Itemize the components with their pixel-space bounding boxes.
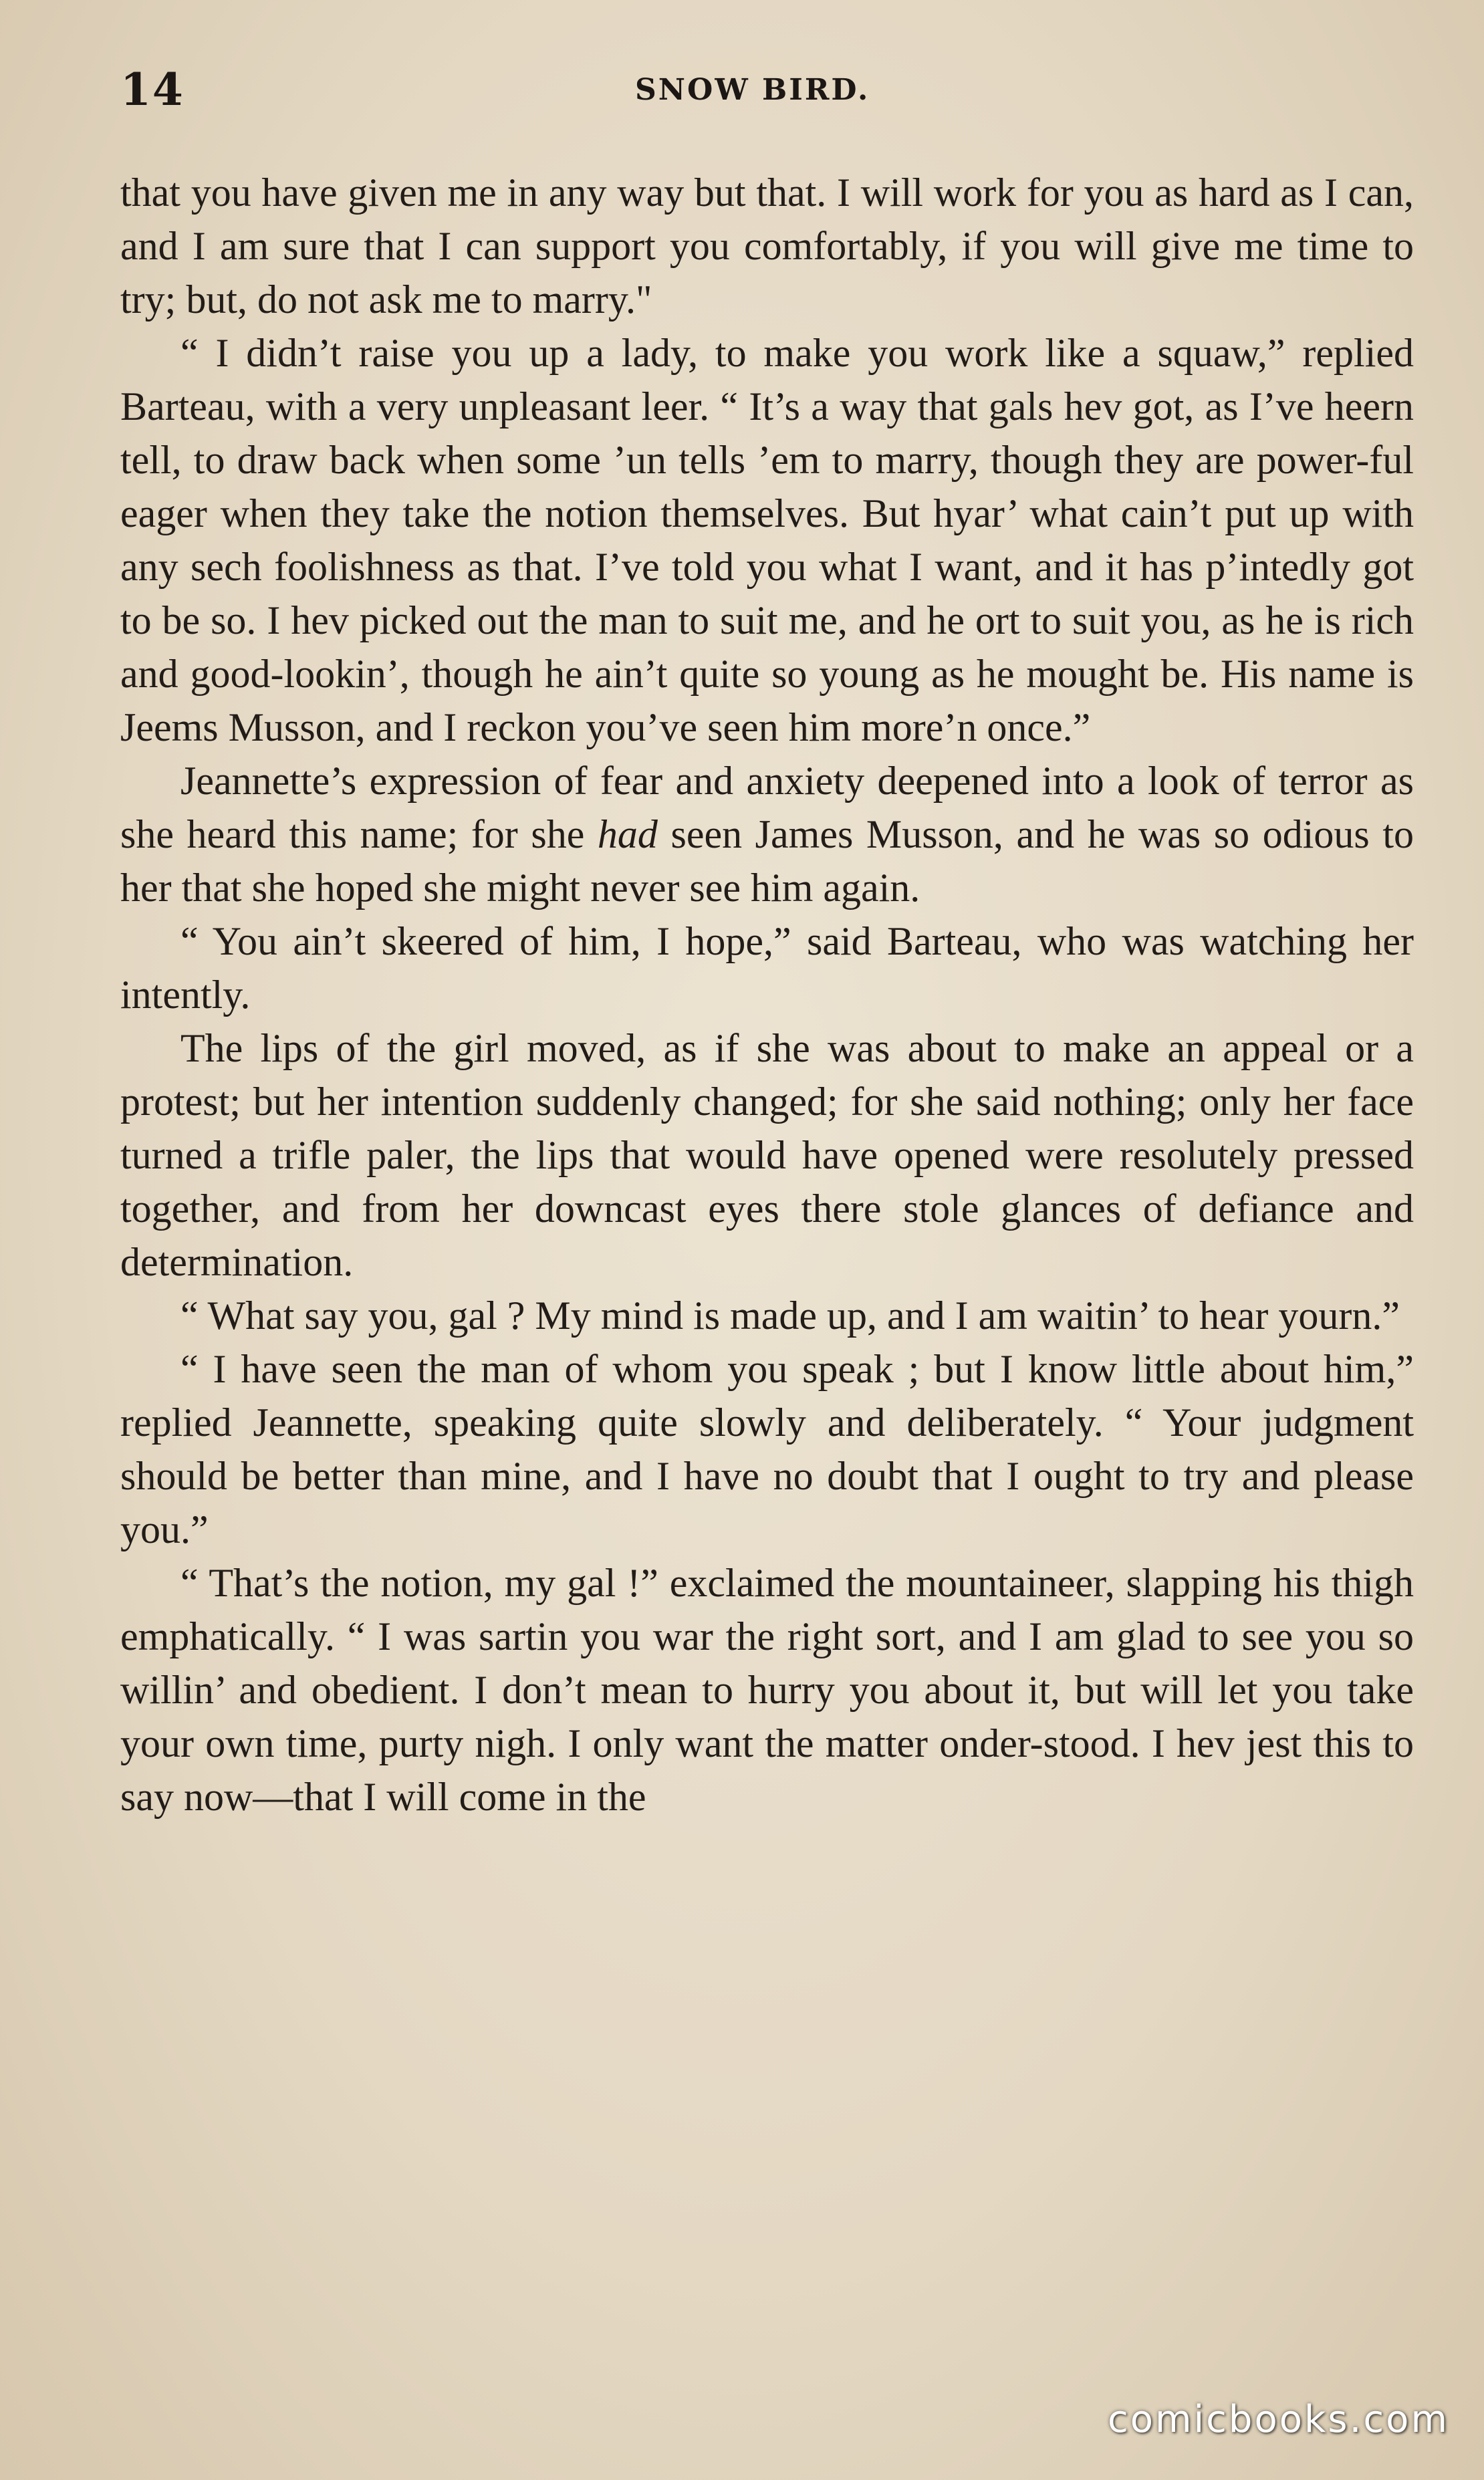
paragraph-5: The lips of the girl moved, as if she was about to make an appeal or a protest; but her intention suddenly changed; for she said nothing; only her face turned a trifle paler, the lips that would have opened were resolutely pressed together, and from her downcast eyes there stole glances of defiance and determination. [120,1026,1414,1284]
site-watermark: comicbooks.com [1107,2398,1449,2441]
paragraph-2: “ I didn’t raise you up a lady, to make you work like a squaw,” replied Barteau, with a very unpleasant leer. “ It’s a way that gals hev got, as I’ve heern tell, to draw back when some ’un tells ’em to marry, though they are power-ful eager when they take the notion themselves. But hyar’ what cain’t put up with any sech foolishness as that. I’ve told you what I want, and it has p’intedly got to be so. I hev picked out the man to suit me, and he ort to suit you, as he is rich and good-lookin’, though he ain’t quite so young as he mought be. His name is Jeems Musson, and I reckon you’ve seen him more’n once.” [120,331,1414,749]
paragraph-3-tail: seen James Musson, and he was so odious to her that she hoped she might never see him again. [120,812,1414,910]
paragraph-3-lead: Jeannette’s expression of fear and anxiety deepened into a look of terror as she heard this name; for she [120,759,1414,856]
paragraph-6: “ What say you, gal ? My mind is made up, and I am waitin’ to hear yourn.” [180,1293,1400,1338]
running-head [120,64,1417,117]
paragraph-1: that you have given me in any way but that. I will work for you as hard as I can, and I am sure that I can support you comfortably, if you will give me time to try; but, do not ask me to marry." [120,170,1414,322]
emphasis-had: had [597,812,658,856]
paragraph-8: “ That’s the notion, my gal !” exclaimed the mountaineer, slapping his thigh emphatically. “ I was sartin you war the right sort, and I am glad to see you so willin’ and obedient. I don’t mean to hurry you about it, but will let you take your own time, purty nigh. I only want the matter onder-stood. I hev jest this to say now—that I will come in the [120,1561,1414,1819]
body-text [120,166,1414,1824]
book-title: SNOW BIRD. [635,73,870,107]
paragraph-3 [120,754,1414,914]
page-number: 14 [120,64,184,116]
paragraph-7: “ I have seen the man of whom you speak ; but I know little about him,” replied Jeannette, speaking quite slowly and deliberately. “ Your judgment should be better than mine, and I have no doubt that I ought to try and please you.” [120,1347,1414,1552]
paragraph-4: “ You ain’t skeered of him, I hope,” said Barteau, who was watching her intently. [120,919,1414,1017]
